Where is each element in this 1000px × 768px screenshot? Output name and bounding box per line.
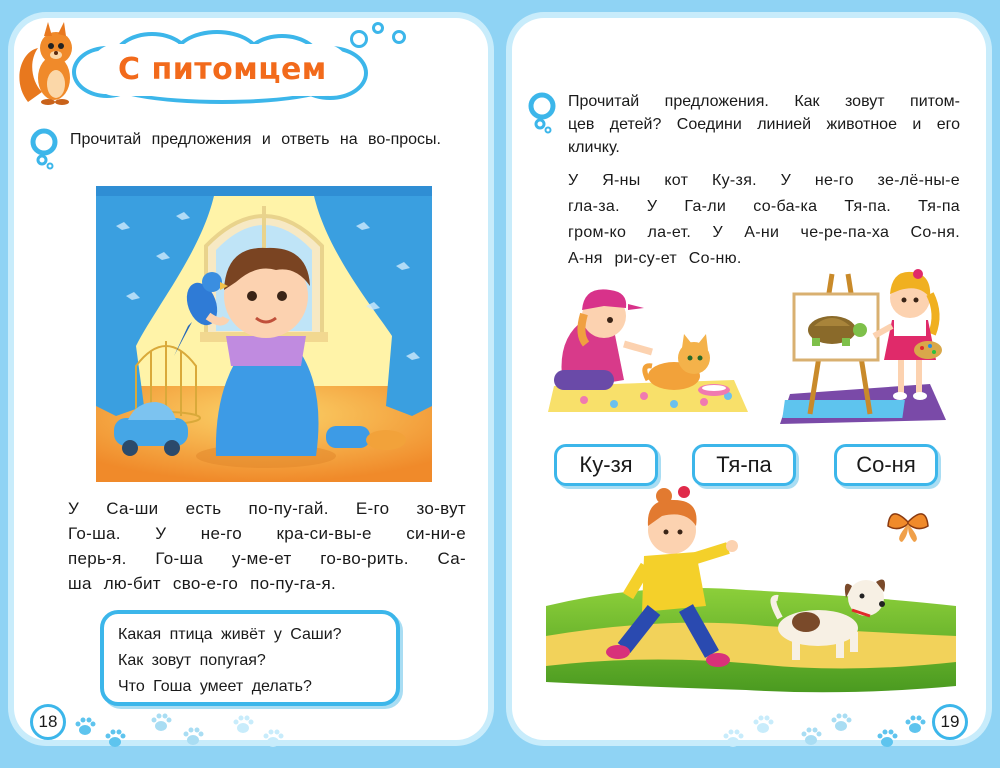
paw-print-icon [262,728,284,750]
story-line: гла-за. У Га-ли со-ба-ка Тя-па. Тя-па [568,198,960,215]
story-line: ша лю-бит сво-е-го по-пу-га-я. [68,574,337,593]
name-card-sonya[interactable]: Со-ня [834,444,938,486]
instruction-line: Прочитай предложения. Как зовут питом- [568,93,960,110]
story-line: гром-ко ла-ет. У А-ни че-ре-па-ха Со-ня. [568,224,960,241]
paw-print-icon [232,714,254,736]
story-line: А-ня ри-су-ет Со-ню. [568,250,742,267]
instruction-line: кличку. [568,139,620,156]
girl-with-dog-illustration [546,486,956,696]
left-instruction: Прочитай предложения и ответь на во-просы. [70,131,441,148]
right-story [568,168,960,272]
question-item: Что Гоша умеет делать? [118,678,312,695]
page-number-left: 18 [30,704,66,740]
page-number-right: 19 [932,704,968,740]
paw-print-icon [74,716,96,738]
right-instruction [568,90,960,159]
name-card-tyapa[interactable]: Тя-па [692,444,796,486]
left-story [68,496,466,596]
instruction-bubble-icon [30,128,60,170]
paw-print-icon [104,728,126,750]
question-item: Как зовут попугая? [118,652,266,669]
girl-painting-turtle-illustration [780,264,950,426]
paw-print-icon [800,726,822,748]
questions-box [100,610,400,706]
title-bubble-decoration [372,22,384,34]
paw-print-icon [722,728,744,750]
instruction-bubble-icon [528,92,558,134]
story-line: Го-ша. У не-го кра-си-вы-е си-ни-е [68,524,466,543]
paw-print-icon [876,728,898,750]
title-cloud [72,30,372,108]
question-item: Какая птица живёт у Саши? [118,626,342,643]
girl-with-kitten-illustration [544,280,750,414]
name-card-kuzya[interactable]: Ку-зя [554,444,658,486]
boy-with-parrot-illustration [96,186,432,482]
story-line: перь-я. Го-ша у-ме-ет го-во-рить. Са- [68,549,466,568]
instruction-line: цев детей? Соедини линией животное и его [568,116,960,133]
story-line: У Са-ши есть по-пу-гай. Е-го зо-вут [68,499,466,518]
squirrel-icon [18,22,80,106]
paw-print-icon [830,712,852,734]
paw-print-icon [904,714,926,736]
paw-print-icon [752,714,774,736]
page-title: С питомцем [118,52,327,87]
title-bubble-decoration [392,30,406,44]
title-bubble-decoration [350,30,368,48]
story-line: У Я-ны кот Ку-зя. У не-го зе-лё-ны-е [568,172,960,189]
paw-print-icon [182,726,204,748]
paw-print-icon [150,712,172,734]
